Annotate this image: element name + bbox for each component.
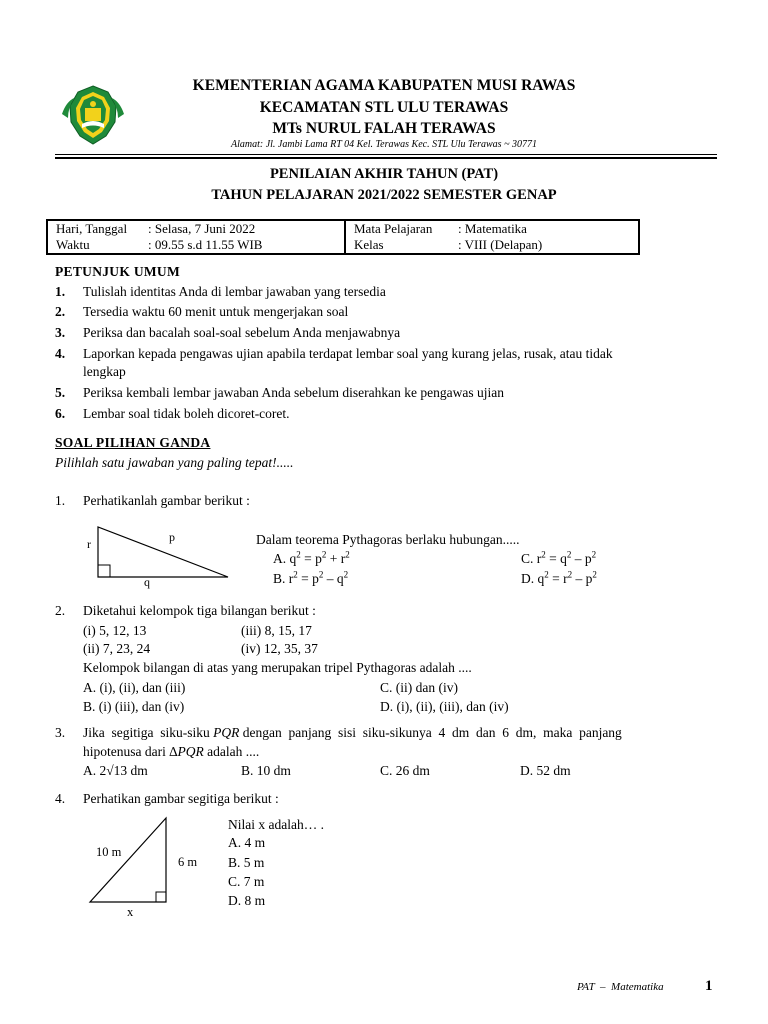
page-number: 1 xyxy=(705,978,713,994)
instruction-item-4-cont: lengkap xyxy=(83,364,126,379)
q3-option-d: D. 52 dm xyxy=(520,763,571,778)
q4-label-hypotenuse: 10 m xyxy=(96,845,122,859)
q3-option-a: A. 2√13 dm xyxy=(83,763,148,778)
instruction-item-6: Lembar soal tidak boleh dicoret-coret. xyxy=(83,406,290,421)
q1-label-q: q xyxy=(144,575,150,589)
q2-item-iv: (iv) 12, 35, 37 xyxy=(241,641,318,656)
q4-label-base: x xyxy=(127,905,134,919)
instructions-heading: PETUNJUK UMUM xyxy=(55,264,181,279)
q4-right-angle-mark xyxy=(156,892,166,902)
q2-option-d: D. (i), (ii), (iii), dan (iv) xyxy=(380,699,509,714)
class-label: Kelas xyxy=(354,237,384,252)
q1-option-a: A. $q^2 = p^2 + r^2$ xyxy=(273,549,350,566)
school-address: Alamat: Jl. Jambi Lama RT 04 Kel. Terawas Kec. STL Ulu Terawas ~ 30771 xyxy=(230,139,537,150)
instruction-number-5: 5. xyxy=(55,385,66,400)
instruction-item-2: Tersedia waktu 60 menit untuk mengerjakan soal xyxy=(83,304,349,319)
section-heading: SOAL PILIHAN GANDA xyxy=(55,435,211,450)
q1-triangle xyxy=(98,527,228,577)
header-divider-thick xyxy=(55,157,717,159)
instruction-number-4: 4. xyxy=(55,346,66,361)
q3-number: 3. xyxy=(55,725,66,740)
q2-item-iii: (iii) 8, 15, 17 xyxy=(241,623,312,638)
q1-option-d: D. $q^2 = r^2 - p^2$ xyxy=(521,569,597,586)
q4-option-d: D. 8 m xyxy=(228,893,266,908)
subject-value: : Matematika xyxy=(458,221,527,236)
instruction-item-5: Periksa kembali lembar jawaban Anda sebelum diserahkan ke pengawas ujian xyxy=(83,385,504,400)
q1-label-r: r xyxy=(87,537,91,551)
q3-line2: hipotenusa dari ∆PQR adalah .... xyxy=(83,744,260,759)
district-heading: KECAMATAN STL ULU TERAWAS xyxy=(259,99,509,116)
q4-option-a: A. 4 m xyxy=(228,835,266,850)
q1-number: 1. xyxy=(55,493,66,508)
q3-line1: Jika segitiga siku-siku PQR dengan panjang sisi siku-sikunya 4 dm dan 6 dm, maka panjang xyxy=(83,725,622,740)
q1-right-angle-mark xyxy=(98,565,110,577)
q2-stem: Kelompok bilangan di atas yang merupakan tripel Pythagoras adalah .... xyxy=(83,660,472,675)
q1-stem: Dalam teorema Pythagoras berlaku hubungan..... xyxy=(256,532,520,547)
instruction-item-3: Periksa dan bacalah soal-soal sebelum Anda menjawabnya xyxy=(83,325,401,340)
q2-number: 2. xyxy=(55,603,66,618)
instruction-item-4: Laporkan kepada pengawas ujian apabila terdapat lembar soal yang kurang jelas, rusak, atau tidak xyxy=(83,346,613,361)
instruction-number-3: 3. xyxy=(55,325,66,340)
day-label: Hari, Tanggal xyxy=(56,221,128,236)
q2-option-c: C. (ii) dan (iv) xyxy=(380,680,458,695)
footer-text: PAT – Matematika xyxy=(577,981,664,993)
q2-item-ii: (ii) 7, 23, 24 xyxy=(83,641,151,656)
q4-label-side: 6 m xyxy=(178,855,198,869)
exam-info-right xyxy=(345,220,639,254)
section-subheading: Pilihlah satu jawaban yang paling tepat!..... xyxy=(55,455,294,470)
q3-option-b: B. 10 dm xyxy=(241,763,291,778)
q4-text: Perhatikan gambar segitiga berikut : xyxy=(83,791,279,806)
q4-triangle xyxy=(90,818,166,902)
instruction-number-6: 6. xyxy=(55,406,66,421)
subject-label: Mata Pelajaran xyxy=(354,221,433,236)
q3-option-c: C. 26 dm xyxy=(380,763,430,778)
ministry-heading: KEMENTERIAN AGAMA KABUPATEN MUSI RAWAS xyxy=(192,77,576,94)
exam-info-table xyxy=(46,219,640,255)
exam-info-left xyxy=(47,220,345,254)
q2-item-i: (i) 5, 12, 13 xyxy=(83,623,147,638)
q2-text: Diketahui kelompok tiga bilangan berikut : xyxy=(83,603,316,618)
q1-option-c: C. $r^2 = q^2 - p^2$ xyxy=(521,549,597,566)
time-label: Waktu xyxy=(56,237,90,252)
exam-title: PENILAIAN AKHIR TAHUN (PAT) xyxy=(269,166,499,182)
q4-stem: Nilai x adalah… . xyxy=(228,817,324,832)
class-value: : VIII (Delapan) xyxy=(458,237,543,252)
q1-option-b: B. $r^2 = p^2 - q^2$ xyxy=(273,569,349,586)
q1-triangle-figure xyxy=(90,523,235,585)
q4-option-c: C. 7 m xyxy=(228,874,265,889)
q2-option-a: A. (i), (ii), dan (iii) xyxy=(83,680,186,695)
header-divider xyxy=(55,154,717,155)
instruction-item-1: Tulislah identitas Anda di lembar jawaban yang tersedia xyxy=(83,284,386,299)
q1-label-p: p xyxy=(169,530,175,544)
exam-subtitle: TAHUN PELAJARAN 2021/2022 SEMESTER GENAP xyxy=(211,187,557,203)
instruction-number-1: 1. xyxy=(55,284,66,299)
q4-option-b: B. 5 m xyxy=(228,855,265,870)
instruction-number-2: 2. xyxy=(55,304,66,319)
day-value: : Selasa, 7 Juni 2022 xyxy=(148,221,256,236)
q4-number: 4. xyxy=(55,791,66,806)
q4-triangle-figure xyxy=(86,814,171,906)
time-value: : 09.55 s.d 11.55 WIB xyxy=(148,237,263,252)
q2-option-b: B. (i) (iii), dan (iv) xyxy=(83,699,185,714)
q1-text: Perhatikanlah gambar berikut : xyxy=(83,493,250,508)
school-name: MTs NURUL FALAH TERAWAS xyxy=(272,120,496,137)
